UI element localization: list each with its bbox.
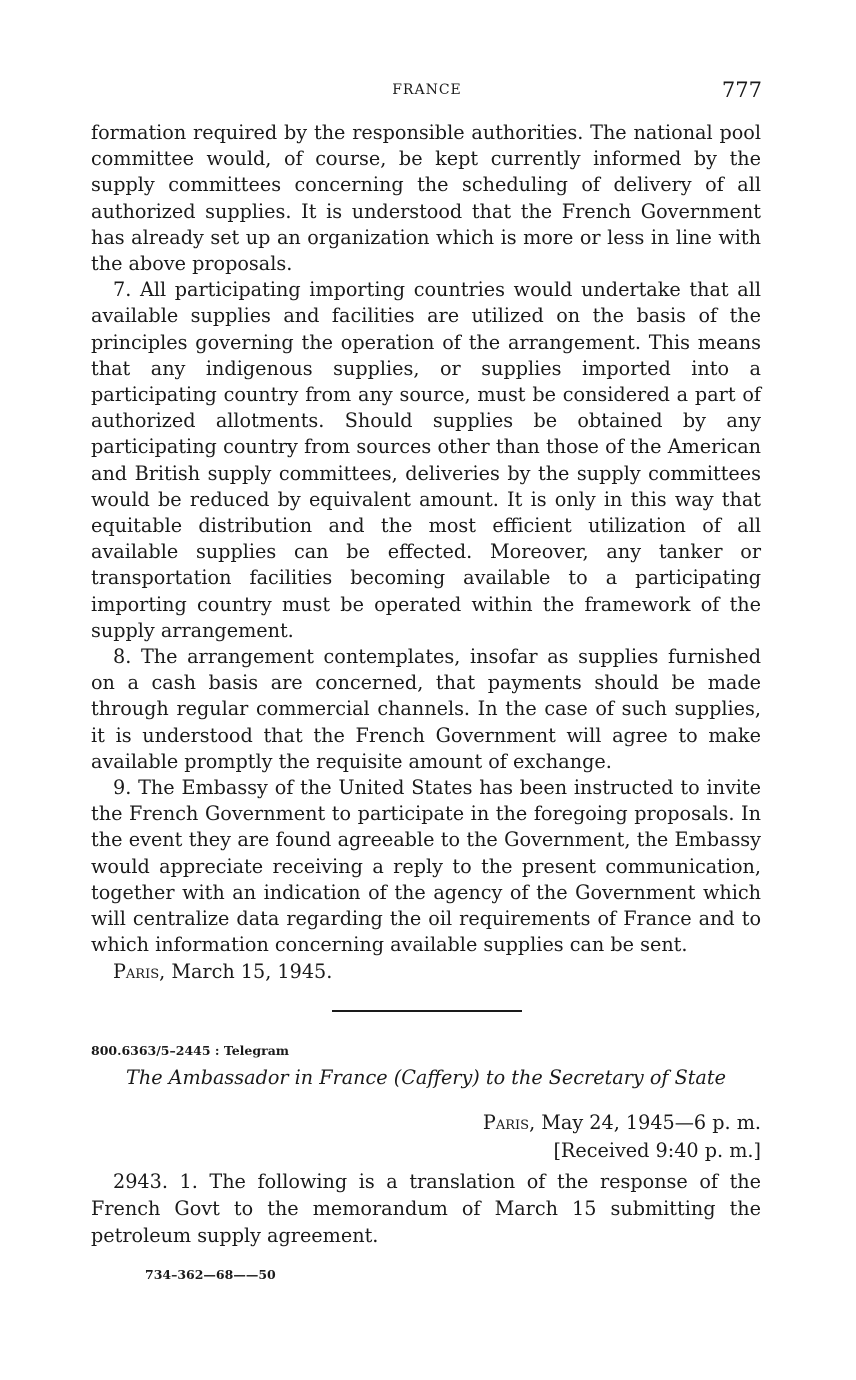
- telegram-place: Paris: [482, 1111, 530, 1134]
- telegram-date: , May 24, 1945—6 p. m.: [529, 1111, 761, 1134]
- paragraph-continuation: formation required by the responsible authorities. The national pool committee would, of course, be kept currently informed by the supply committees concerning the scheduling of delivery of all authorized supplies. It is understood that the French Government has already set up an organization which is more or less in line with the above proposals.: [91, 121, 761, 276]
- paragraph-7: 7. All participating importing countries would undertake that all available supplies and facilities are utilized on the basis of the principles governing the operation of the arrangement. This means that any indigenous supplies, or supplies imported into a participating country from any source, must be considered a part of authorized allotments. Should supplies be obtained by any participating country from sources other than those of the American and British supply committees, deliveries by the supply committees would be reduced by equivalent amount. It is only in this way that equitable distribution and the most efficient utilization of all available supplies can be effected. Moreover, any tanker or transportation facilities becoming available to a participating importing country must be operated within the framework of the supply arrangement.: [91, 278, 761, 642]
- telegram-date-block: [483, 1109, 761, 1165]
- dateline-date: , March 15, 1945.: [159, 959, 333, 983]
- paragraph-9: 9. The Embassy of the United States has been instructed to invite the French Government to participate in the foregoing proposals. In the event they are found agreeable to the Government, the Embassy would appreciate receiving a reply to the present communication, together with an indication of the agency of the Government which will centralize data regarding the oil requirements of France and to which information concerning available supplies can be sent.: [91, 776, 761, 957]
- page-number: 777: [721, 78, 762, 102]
- running-title: FRANCE: [392, 82, 462, 98]
- telegram-body: [91, 1168, 761, 1249]
- telegram-dateline: [483, 1109, 761, 1137]
- section-divider: [332, 1010, 522, 1012]
- printer-signature: 734–362—68——50: [145, 1267, 276, 1282]
- memorandum-body: [91, 120, 761, 985]
- memorandum-dateline: [91, 959, 761, 985]
- document-heading: The Ambassador in France (Caffery) to the Secretary of State: [126, 1066, 726, 1089]
- paragraph-8: 8. The arrangement contemplates, insofar as supplies furnished on a cash basis are concerned, that payments should be made through regular commercial channels. In the case of such supplies, it is understood that the French Government will agree to make available promptly the requisite amount of exchange.: [91, 645, 761, 773]
- telegram-paragraph: 2943. 1. The following is a translation of the response of the French Govt to the memorandum of March 15 submitting the petroleum supply agreement.: [91, 1170, 761, 1247]
- file-reference: 800.6363/5–2445 : Telegram: [91, 1043, 290, 1058]
- dateline-place: Paris: [113, 959, 160, 983]
- received-time: [Received 9:40 p. m.]: [553, 1139, 761, 1162]
- running-header: [92, 78, 762, 104]
